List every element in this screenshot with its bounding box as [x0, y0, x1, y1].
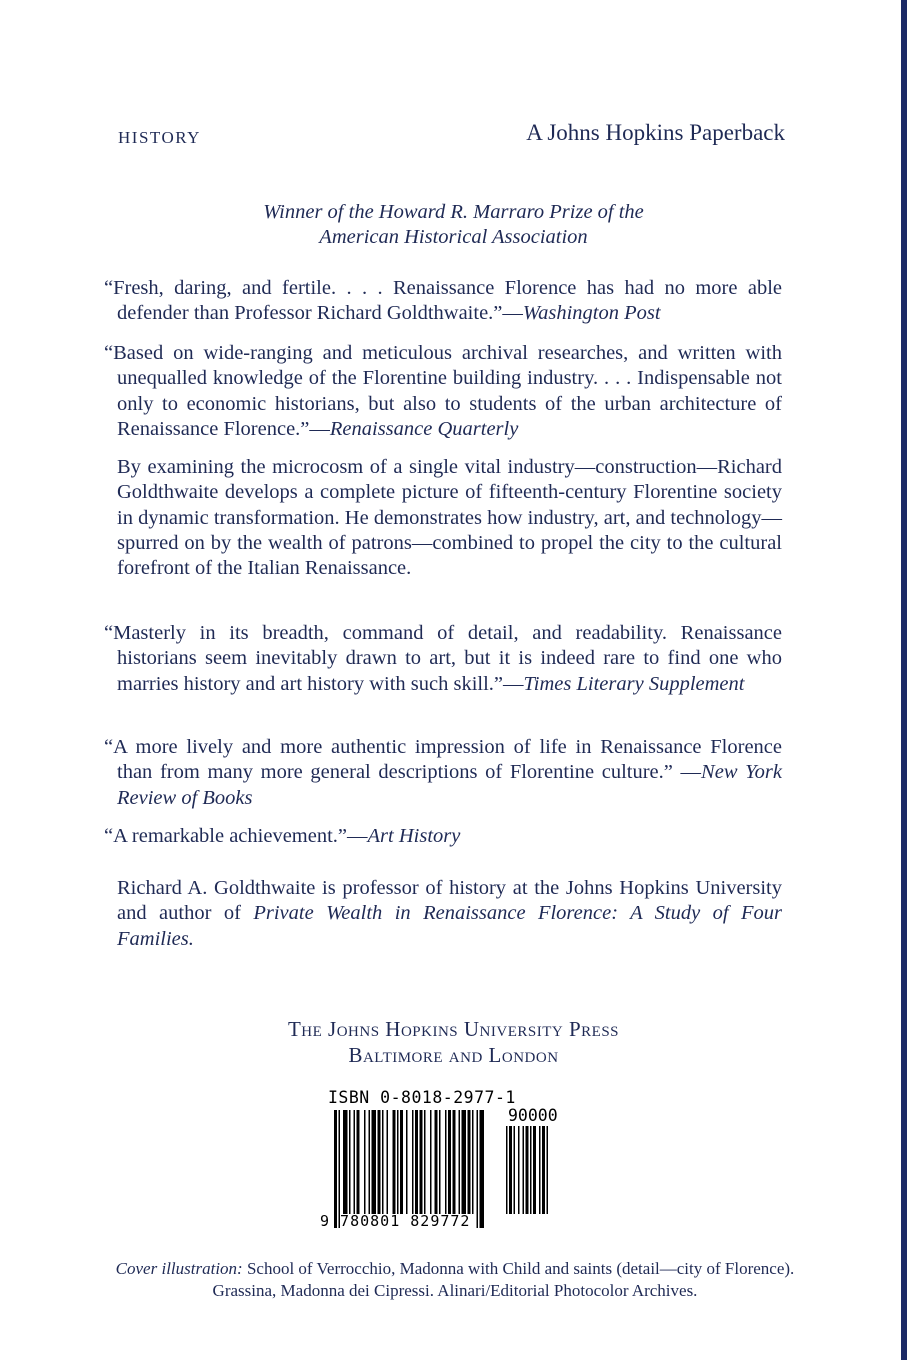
- quote-source: Renaissance Quarterly: [329, 417, 519, 440]
- author-other-book: Private Wealth in Renaissance Florence: A Study of Four Families.: [117, 902, 782, 950]
- publisher-name: The Johns Hopkins University Press: [287, 1017, 620, 1041]
- price-addon-digits: 90000: [508, 1106, 558, 1125]
- quote-text: “A remarkable achievement.”—: [104, 825, 368, 847]
- prize-line-1: Winner of the Howard R. Marraro Prize of the: [263, 201, 644, 223]
- review-quote: [104, 735, 782, 811]
- cover-credit: [110, 1258, 800, 1302]
- series-label: A Johns Hopkins Paperback: [526, 120, 785, 145]
- author-bio-text: Richard A. Goldthwaite is professor of history at the Johns Hopkins University and author of: [117, 877, 782, 925]
- publisher-imprint: [0, 1016, 907, 1068]
- credit-text: School of Verrocchio, Madonna with Child and saints (detail—city of Florence). Grassina, Madonna dei Cipressi. Alinari/Editorial Photocolor Archives.: [212, 1259, 795, 1300]
- quote-source: Times Literary Supplement: [523, 672, 745, 695]
- book-description: By examining the microcosm of a single vital industry—construction—Richard Goldthwaite develops a complete picture of fifteenth-century Florentine society in dynamic transformation. He demonstrates how industry, art, and technology—spurred on by the wealth of patrons—combined to propel the city to the cultural forefront of the Italian Renaissance.: [117, 456, 782, 580]
- quote-source: Washington Post: [522, 302, 661, 325]
- isbn-barcode: [320, 1088, 590, 1234]
- quote-source: Art History: [367, 825, 461, 847]
- isbn-number: ISBN 0-8018-2977-1: [328, 1088, 516, 1107]
- quote-text: “Based on wide-ranging and meticulous archival researches, and written with unequalled knowledge of the Florentine building industry. . . . Indispensable not only to economic historians, but also to students of the urban architecture of Renaissance Florence.”—: [104, 342, 782, 440]
- review-quote: [104, 621, 782, 697]
- review-quote: [104, 341, 782, 442]
- review-quote: [104, 824, 782, 849]
- quote-text: “Fresh, daring, and fertile. . . . Renaissance Florence has had no more able defender than Professor Richard Goldthwaite.”—: [104, 277, 782, 325]
- category-label: HISTORY: [118, 128, 201, 147]
- quote-source: New York Review of Books: [117, 761, 782, 809]
- quote-text: “Masterly in its breadth, command of detail, and readability. Renaissance historians seem inevitably drawn to art, but it is indeed rare to find one who marries history and art history with such skill.”—: [104, 622, 782, 695]
- quote-text: “A more lively and more authentic impression of life in Renaissance Florence than from many more general descriptions of Florentine culture.” —: [104, 736, 782, 784]
- prize-line-2: American Historical Association: [319, 226, 588, 248]
- review-quote: [104, 276, 782, 327]
- author-bio: [117, 876, 782, 952]
- prize-statement: [0, 200, 907, 250]
- publisher-location: Baltimore and London: [348, 1043, 559, 1067]
- barcode-digits: 9 780801 829772: [320, 1212, 471, 1230]
- credit-label: Cover illustration:: [115, 1259, 243, 1278]
